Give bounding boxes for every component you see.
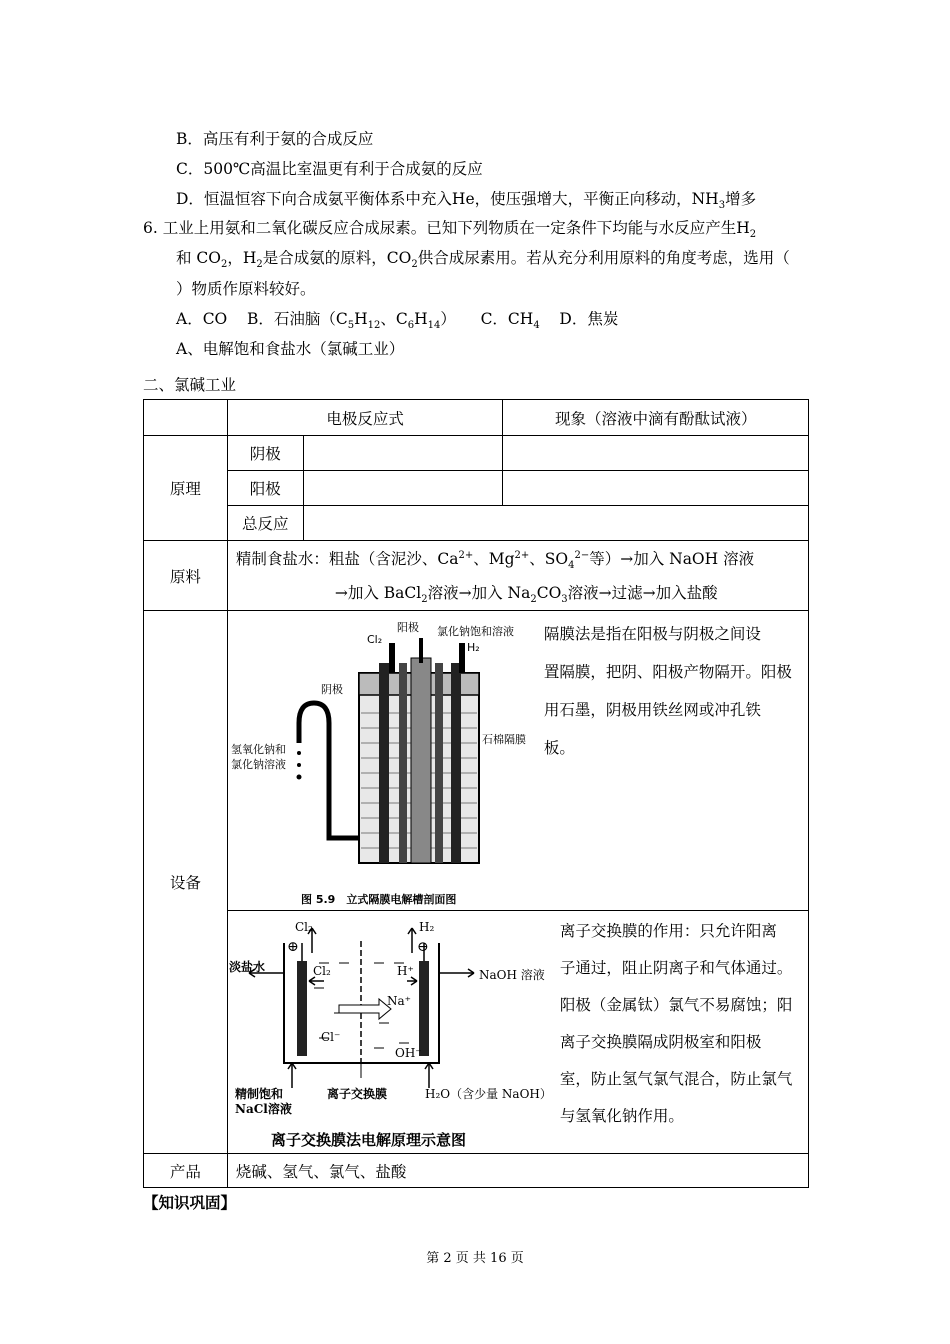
page-footer: 第 2 页 共 16 页 [426,1251,524,1266]
cathode-reaction-cell[interactable] [303,436,503,471]
fig1-asbestos: 石棉隔膜 [481,733,526,746]
fig2-naplus: Na⁺ [386,994,411,1008]
fig1-cl2: Cl₂ [366,633,383,646]
fig2-hplus: H⁺ [396,964,414,978]
question-6-options: A．CO B．石油脑（$C_5H_{12}$、$C_6H_{14}$） C．$CH_4$ D．焦炭 [176,310,619,332]
question-6: 6. 工业上用氨和二氧化碳反应合成尿素。已知下列物质在一定条件下均能与水反应产生$H_2$ [143,219,757,241]
fig1-caption: 图 5.9 立式隔膜电解槽剖面图 [300,893,457,906]
fig1-feed: 氯化钠饱和溶液 [436,625,514,638]
question-6-line2: 和 $CO_2$，$H_2$是合成氨的原料，$CO_2$供合成尿素用。若从充分利用原料的角度考虑，选用（ [176,249,790,271]
overall-label: 总反应 [227,506,303,541]
option-d: D．恒温恒容下向合成氨平衡体系中充入He，使压强增大，平衡正向移动，$NH_3$增多 [176,190,757,212]
fig2-feed2: NaCl溶液 [234,1102,292,1116]
raw-material-cell [227,541,808,611]
fig2-clminus: Cl⁻ [320,1030,341,1044]
fig2-h2-out: H₂ [418,920,435,934]
fig1-anode: 阳极 [396,621,419,634]
fig2-naoh: NaOH 溶液 [478,968,545,982]
section-title: 二、氯碱工业 [143,376,237,394]
principle-label: 原理 [144,436,228,541]
product-label: 产品 [144,1154,228,1188]
header-reaction: 电极反应式 [227,400,503,436]
fig2-cl2-out: Cl₂ [294,920,313,934]
membrane-description: 离子交换膜的作用：只允许阳离 子通过，阻止阴离子和气体通过。 阳极（金属钛）氯气不易腐蚀；阳 离子交换膜隔成阴极室和阳极 室，防止氢气氯气混合，防止氯气 与氢氧化钠作用。 [559,922,793,1125]
cathode-phenomenon-cell[interactable] [503,436,809,471]
equipment-divider [228,910,808,911]
question-6-line3: ）物质作原料较好。 [176,280,316,298]
raw-label: 原料 [144,541,228,611]
anode-reaction-cell[interactable] [303,471,503,506]
fig2-cl2-in: Cl₂ [312,964,331,978]
empty-corner [144,400,228,436]
header-phenomenon: 现象（溶液中滴有酚酞试液） [503,400,809,436]
anode-label: 阳极 [227,471,303,506]
fig2-membrane: 离子交换膜 [326,1087,387,1101]
diaphragm-description: 隔膜法是指在阳极与阴极之间设 置隔膜，把阴、阳极产物隔开。阳极 用石墨，阴极用铁丝网或冲孔铁 板。 [543,625,792,757]
overall-reaction-cell[interactable] [303,506,808,541]
fig2-dilute: 淡盐水 [228,960,265,974]
fig2-caption: 离子交换膜法电解原理示意图 [270,1131,466,1149]
fig1-outlet2: 氯化钠溶液 [230,758,286,771]
membrane-cell-figure [229,913,557,1151]
chlor-alkali-table [143,399,809,1188]
option-c: C．500℃高温比室温更有利于合成氨的反应 [176,160,483,178]
raw-line-1: 精制食盐水：粗盐（含泥沙、$Ca^{2+}$、$Mg^{2+}$、$SO_4^{2-}$等）→加入 NaOH 溶液 [235,549,755,571]
equipment-label: 设备 [144,611,228,1154]
fig1-h2: H₂ [466,641,480,654]
anode-phenomenon-cell[interactable] [503,471,809,506]
section-a-title: A、电解饱和食盐水（氯碱工业） [176,340,405,358]
option-b: B．高压有利于氨的合成反应 [176,130,374,148]
diaphragm-cell-figure [229,613,534,909]
fig1-outlet1: 氢氧化钠和 [230,743,286,756]
raw-line-2: →加入 BaCl$_2$溶液→加入 $Na_2CO_3$溶液→过滤→加入盐酸 [334,583,718,605]
product-value: 烧碱、氢气、氯气、盐酸 [227,1154,808,1188]
fig2-minus: ⊖ [416,939,429,955]
knowledge-heading: 【知识巩固】 [143,1194,237,1212]
fig2-ohminus: OH⁻ [394,1046,422,1060]
equipment-cell [227,611,808,1154]
cathode-label: 阴极 [227,436,303,471]
fig2-water: H₂O（含少量 NaOH） [424,1087,552,1101]
fig1-cathode: 阴极 [320,683,343,696]
fig2-plus: ⊕ [286,939,299,955]
fig2-feed1: 精制饱和 [234,1087,283,1101]
